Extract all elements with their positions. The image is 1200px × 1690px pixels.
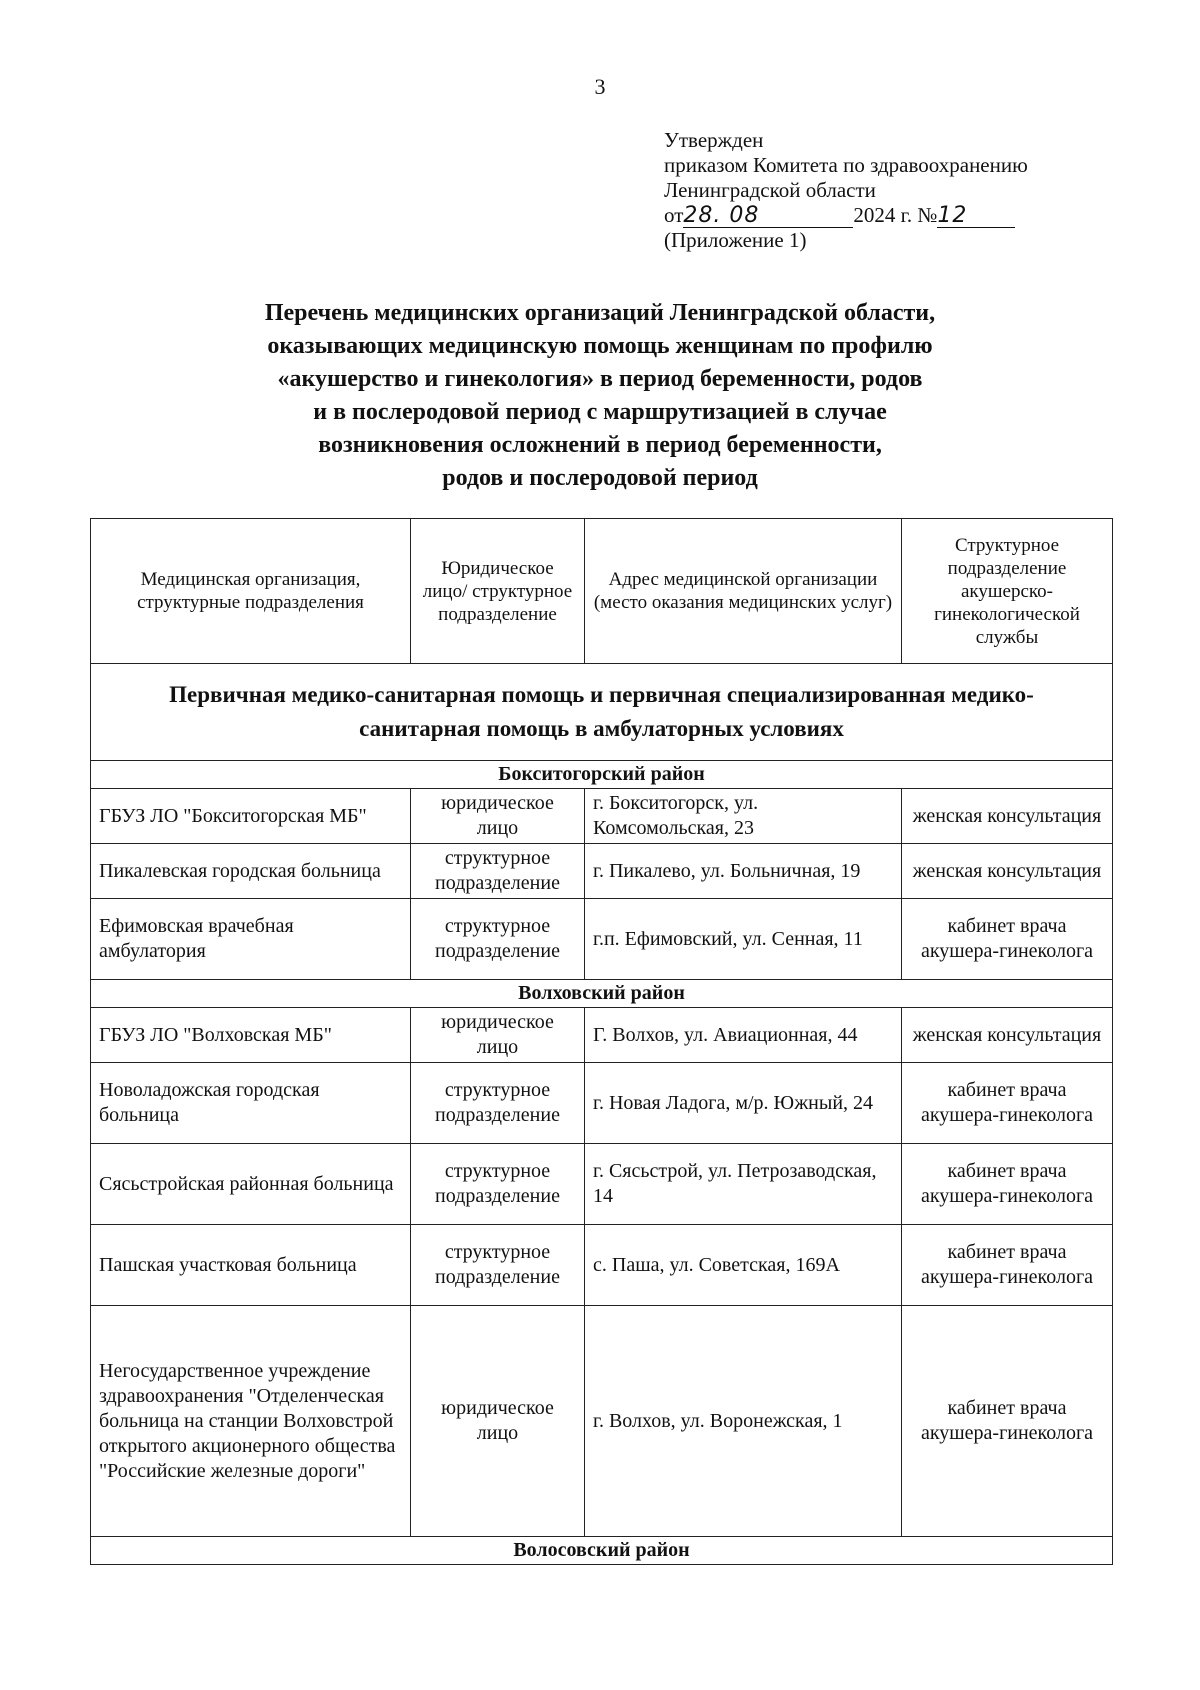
approval-block	[664, 128, 1028, 253]
cell-organization: Негосударственное учреждение здравоохранения "Отделенческая больница на станции Волховстрой открытого акционерного общества "Российские железные дороги"	[91, 1306, 411, 1537]
district-name: Волосовский район	[91, 1537, 1113, 1565]
cell-unit: кабинет врача акушера-гинеколога	[902, 899, 1113, 980]
district-row	[91, 761, 1113, 789]
order-number-field	[937, 204, 1015, 228]
table-row	[91, 1008, 1113, 1063]
cell-unit: кабинет врача акушера-гинеколога	[902, 1144, 1113, 1225]
cell-organization: Новоладожская городская больница	[91, 1063, 411, 1144]
cell-legal-entity: юридическое лицо	[411, 1306, 585, 1537]
handwritten-date: 28. 08	[683, 203, 760, 228]
cell-legal-entity: юридическое лицо	[411, 789, 585, 844]
cell-unit: кабинет врача акушера-гинеколога	[902, 1306, 1113, 1537]
district-name: Волховский район	[91, 980, 1113, 1008]
handwritten-order-number: 12	[937, 203, 968, 228]
title-line: «акушерство и гинекология» в период беременности, родов	[277, 366, 923, 392]
title-line: и в послеродовой период с маршрутизацией в случае	[313, 399, 887, 425]
table-row	[91, 899, 1113, 980]
cell-unit: женская консультация	[902, 789, 1113, 844]
cell-address: г. Пикалево, ул. Больничная, 19	[585, 844, 902, 899]
approval-date-line	[664, 203, 1028, 228]
cell-legal-entity: структурное подразделение	[411, 899, 585, 980]
cell-organization: Ефимовская врачебная амбулатория	[91, 899, 411, 980]
cell-legal-entity: структурное подразделение	[411, 844, 585, 899]
cell-unit: кабинет врача акушера-гинеколога	[902, 1063, 1113, 1144]
appendix-label: (Приложение 1)	[664, 228, 807, 252]
date-field	[683, 204, 853, 228]
header-address: Адрес медицинской организации (место оказания медицинских услуг)	[585, 519, 902, 664]
header-unit: Структурное подразделение акушерско-гинекологической службы	[902, 519, 1113, 664]
cell-legal-entity: юридическое лицо	[411, 1008, 585, 1063]
title-line: возникновения осложнений в период беременности,	[318, 432, 882, 458]
table-row	[91, 844, 1113, 899]
cell-address: г.п. Ефимовский, ул. Сенная, 11	[585, 899, 902, 980]
title-line: Перечень медицинских организаций Ленинградской области,	[264, 300, 936, 326]
from-label: от	[664, 203, 684, 227]
table-row	[91, 1063, 1113, 1144]
cell-unit: женская консультация	[902, 1008, 1113, 1063]
section-title: Первичная медико-санитарная помощь и первичная специализированная медико-санитарная помощь в амбулаторных условиях	[91, 664, 1113, 761]
organizations-table	[90, 518, 1113, 1565]
table-row	[91, 1144, 1113, 1225]
approval-line: приказом Комитета по здравоохранению	[664, 153, 1028, 177]
district-name: Бокситогорский район	[91, 761, 1113, 789]
cell-address: г. Сясьстрой, ул. Петрозаводская, 14	[585, 1144, 902, 1225]
approval-line: Утвержден	[664, 128, 764, 152]
year-text: 2024 г. №	[853, 203, 938, 227]
cell-address: г. Новая Ладога, м/р. Южный, 24	[585, 1063, 902, 1144]
district-row	[91, 980, 1113, 1008]
page-number: 3	[594, 74, 606, 99]
cell-organization: ГБУЗ ЛО "Волховская МБ"	[91, 1008, 411, 1063]
header-organization: Медицинская организация, структурные подразделения	[91, 519, 411, 664]
header-row	[91, 519, 1113, 664]
cell-address: г. Волхов, ул. Воронежская, 1	[585, 1306, 902, 1537]
header-legal-entity: Юридическое лицо/ структурное подразделение	[411, 519, 585, 664]
cell-address: Г. Волхов, ул. Авиационная, 44	[585, 1008, 902, 1063]
title-line: родов и послеродовой период	[442, 465, 758, 491]
cell-legal-entity: структурное подразделение	[411, 1225, 585, 1306]
cell-organization: ГБУЗ ЛО "Бокситогорская МБ"	[91, 789, 411, 844]
title-line: оказывающих медицинскую помощь женщинам по профилю	[267, 333, 933, 359]
cell-legal-entity: структурное подразделение	[411, 1144, 585, 1225]
table-row	[91, 1306, 1113, 1537]
cell-legal-entity: структурное подразделение	[411, 1063, 585, 1144]
cell-organization: Пикалевская городская больница	[91, 844, 411, 899]
cell-organization: Сясьстройская районная больница	[91, 1144, 411, 1225]
district-row	[91, 1537, 1113, 1565]
cell-unit: кабинет врача акушера-гинеколога	[902, 1225, 1113, 1306]
cell-address: с. Паша, ул. Советская, 169А	[585, 1225, 902, 1306]
cell-organization: Пашская участковая больница	[91, 1225, 411, 1306]
document-title	[150, 297, 1050, 495]
table-row	[91, 789, 1113, 844]
table-row	[91, 1225, 1113, 1306]
cell-unit: женская консультация	[902, 844, 1113, 899]
section-row	[91, 664, 1113, 761]
approval-line: Ленинградской области	[664, 178, 876, 202]
cell-address: г. Бокситогорск, ул. Комсомольская, 23	[585, 789, 902, 844]
